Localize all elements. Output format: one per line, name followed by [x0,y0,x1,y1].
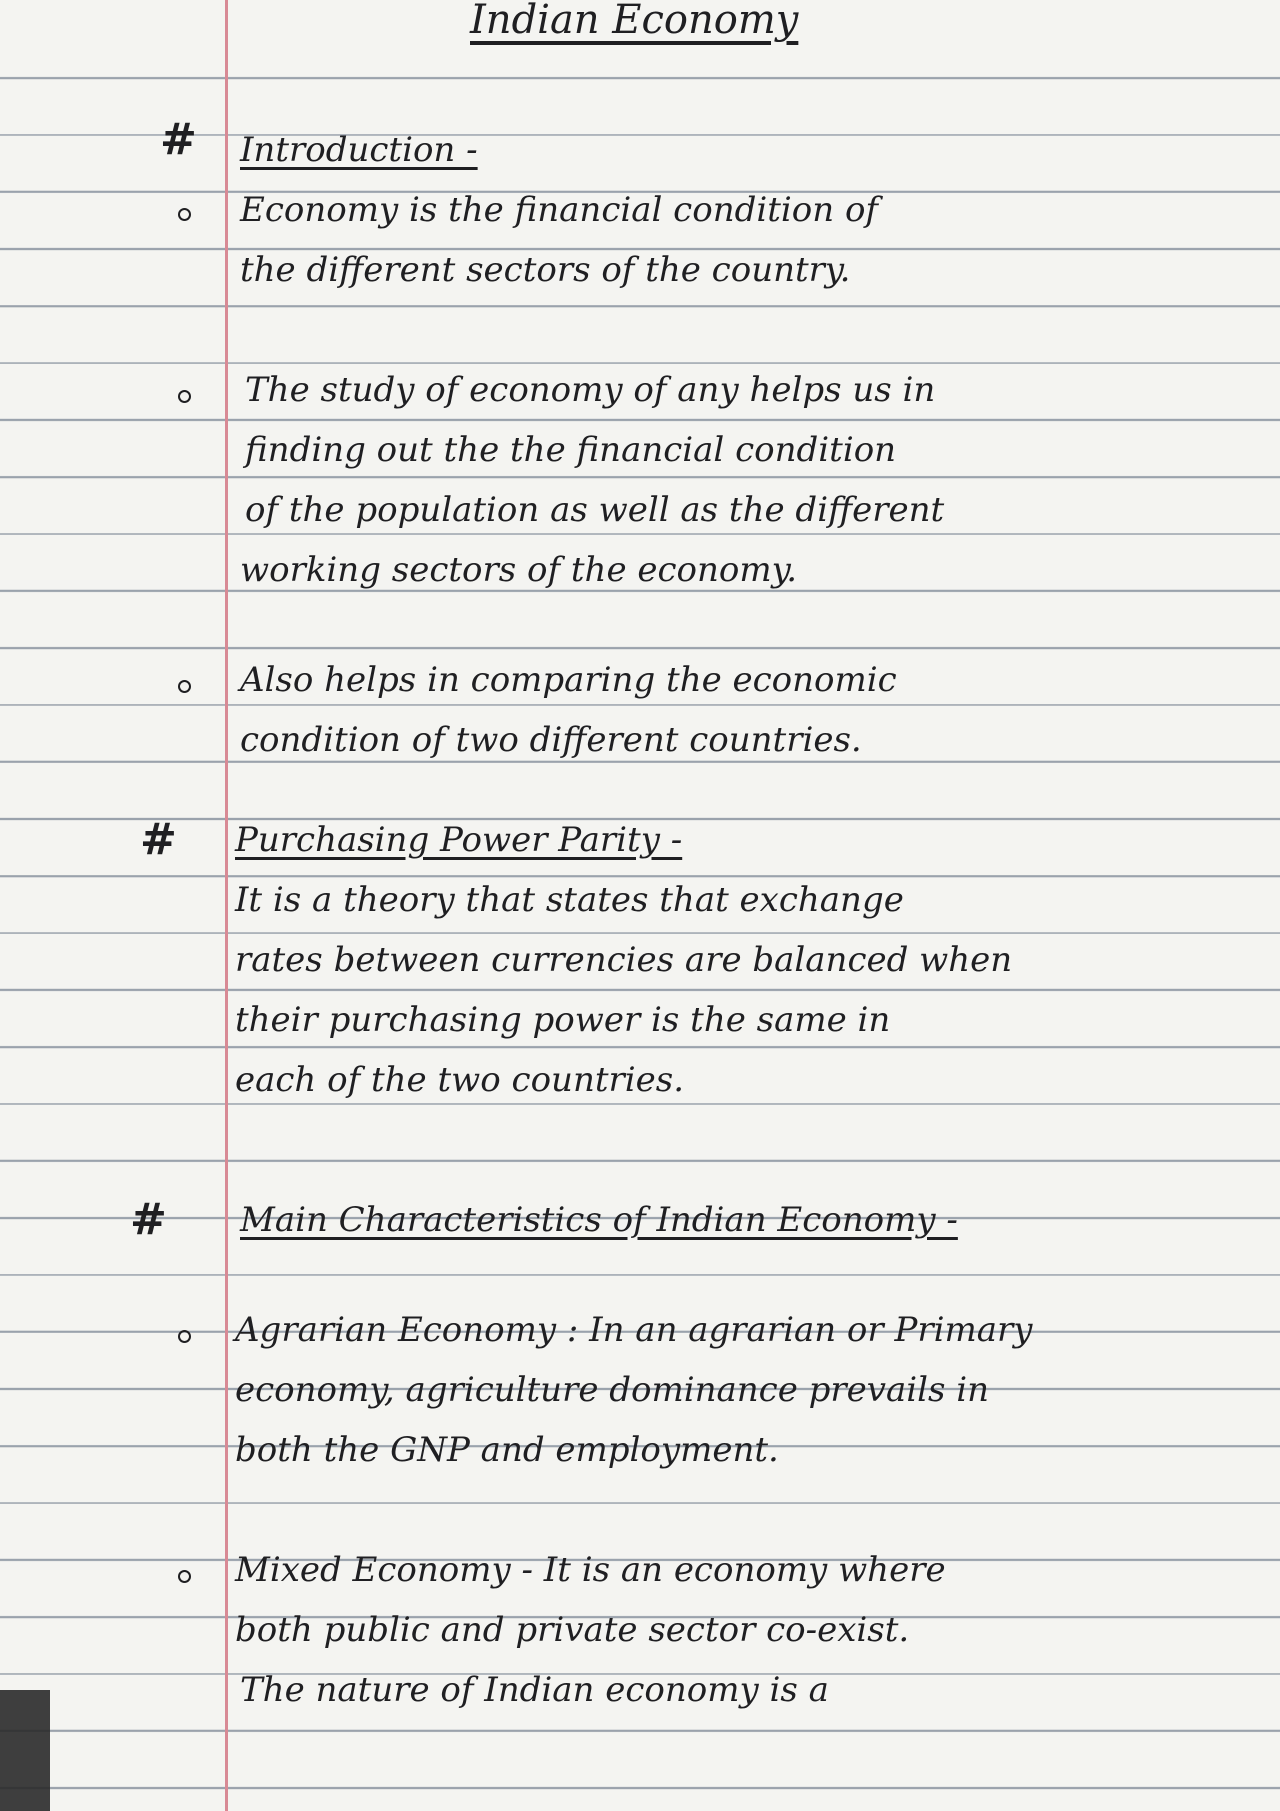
bullet-dot [178,208,191,221]
section-hash-mark: # [130,1194,167,1245]
text-line: finding out the the financial condition [245,430,897,470]
bullet-dot [178,1570,191,1583]
text-line: Agrarian Economy : In an agrarian or Primary [235,1310,1033,1350]
text-line: It is a theory that states that exchange [235,880,904,920]
bullet-dot [178,680,191,693]
text-line: The nature of Indian economy is a [240,1670,829,1710]
bullet-dot [178,1330,191,1343]
text-line: both the GNP and employment. [235,1430,779,1470]
heading-introduction: Introduction - [240,130,478,170]
text-line: both public and private sector co-exist. [235,1610,910,1650]
page-edge-shadow [0,1690,80,1811]
page-title: Indian Economy [470,0,799,43]
heading-purchasing-power-parity: Purchasing Power Parity - [235,820,683,860]
text-line: the different sectors of the country. [240,250,851,290]
text-line: each of the two countries. [235,1060,685,1100]
text-line: their purchasing power is the same in [235,1000,891,1040]
text-line: of the population as well as the different [245,490,945,530]
text-line: Also helps in comparing the economic [240,660,897,700]
text-line: Economy is the financial condition of [240,190,878,230]
text-line: condition of two different countries. [240,720,862,760]
text-line: The study of economy of any helps us in [245,370,936,410]
bullet-dot [178,390,191,403]
margin-line [225,0,228,1811]
text-line: economy, agriculture dominance prevails in [235,1370,990,1410]
section-hash-mark: # [140,814,177,865]
section-hash-mark: # [160,114,197,165]
text-line: rates between currencies are balanced when [235,940,1013,980]
text-line: working sectors of the economy. [240,550,798,590]
text-line: Mixed Economy - It is an economy where [235,1550,946,1590]
heading-main-characteristics: Main Characteristics of Indian Economy - [240,1200,958,1240]
